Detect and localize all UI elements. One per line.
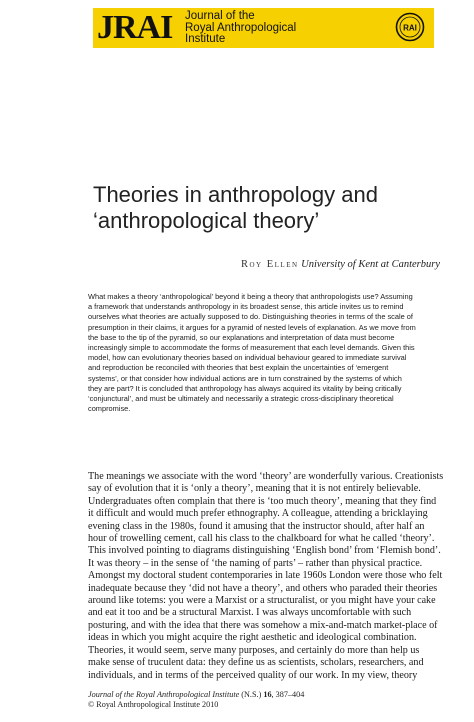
body-line: posturing, and with the idea that there was somehow a mix-and-match market-place of xyxy=(88,619,438,631)
body-line: inadequate because they ‘did not have a theory’, and others who paraded their theories xyxy=(88,582,438,594)
body-line: say of evolution that it is ‘only a theory’, meaning that it is not entirely believable. xyxy=(88,483,421,495)
copyright-line: © Royal Anthropological Institute 2010 xyxy=(88,700,219,709)
body-line: it difficult and would much prefer ethnography. A colleague, attending a bricklaying xyxy=(88,508,428,520)
abstract-line: increasingly simple to accommodate the forms of measurement that each level demands. Given this xyxy=(88,343,415,353)
body-line: This involved pointing to diagrams distinguishing ‘English bond’ from ‘Flemish bond’. xyxy=(88,545,441,557)
author-name: Roy Ellen xyxy=(241,259,299,270)
body-line: The meanings we associate with the word ‘theory’ are wonderfully various. Creationists xyxy=(88,471,444,482)
abstract-line: systems’, or that consider how individual actions are in turn constrained by the systems of which xyxy=(88,373,402,383)
abstract-line: they are part? It is concluded that anthropology has always acquired its vitality by being critically xyxy=(88,383,402,393)
abstract-line: model, how can evolutionary theories based on individual behaviour geared to immediate survival xyxy=(88,353,407,363)
abstract-line: a framework that understands anthropology in its broadest sense, this article invites us to remind xyxy=(88,302,404,312)
body-line: ideas in which you might acquire the right aesthetic and ideological combination. xyxy=(88,632,417,644)
citation-volume: 16 xyxy=(263,690,272,699)
body-line: It was theory – in the sense of ‘the naming of parts’ – rather than physical practice. xyxy=(88,557,423,569)
body-line: Undergraduates often complain that there is ‘too much theory’, meaning that they find xyxy=(88,495,437,507)
body-paragraph xyxy=(88,471,445,682)
journal-header-banner xyxy=(93,8,434,48)
journal-name-line-3: Institute xyxy=(185,33,226,45)
title-line-2: ‘anthropological theory’ xyxy=(93,208,320,233)
abstract-line: ‘conjunctural’, and must be ultimately and necessarily a strategic cross-disciplinary theoretical xyxy=(88,394,394,404)
body-line: individuals, and in terms of the perceived quality of our work. In my view, theory xyxy=(88,669,418,681)
abstract-line: What makes a theory ‘anthropological’ beyond it being a theory that anthropologists use? Assuming xyxy=(88,292,413,301)
body-line: hour of trowelling cement, call his class to the chalkboard for what he called ‘theory’. xyxy=(88,533,435,545)
abstract-line: compromise. xyxy=(88,404,131,414)
article-title xyxy=(93,182,453,234)
abstract xyxy=(88,292,438,414)
body-line: and eat it too and be a structural Marxist. I was always uncomfortable with such xyxy=(88,607,412,619)
journal-name xyxy=(185,11,375,46)
byline xyxy=(240,259,440,270)
abstract-line: presumption in their claims, it argues for a pyramid of nested levels of explanation. As we move from xyxy=(88,322,416,332)
abstract-line: the base to the tip of the pyramid, so our explanations and interpretation of data must become xyxy=(88,332,395,342)
body-line: evening class in the 1980s, found it amusing that the instructor should, after half an xyxy=(88,520,425,532)
journal-name-line-1: Journal of the xyxy=(185,10,255,22)
citation-pages: , 387–404 xyxy=(271,690,305,699)
citation-series: (N.S.) xyxy=(241,690,262,699)
citation-journal: Journal of the Royal Anthropological Institute xyxy=(88,690,240,699)
body-line: around like totems: you were a Marxist or a structuralist, or you might have your cake xyxy=(88,595,436,607)
journal-name-line-2: Royal Anthropological xyxy=(185,21,297,34)
abstract-line: and reproduction be reconciled with theories that best explain the uncertainties of ‘emergent xyxy=(88,363,389,373)
rai-seal-icon xyxy=(395,12,425,42)
seal-text: RAI xyxy=(403,23,417,33)
citation-line xyxy=(88,690,388,700)
jrai-logo: JRAI xyxy=(97,9,173,46)
abstract-line: ourselves what theories are actually supposed to do. Distinguishing theories in terms of the scale of xyxy=(88,312,413,322)
author-affiliation: University of Kent at Canterbury xyxy=(301,259,440,270)
body-line: make sense of truculent data: they define us as scientists, scholars, researchers, and xyxy=(88,657,424,669)
body-line: Theories, it would seem, serve many purposes, and certainly do more than help us xyxy=(88,644,420,656)
title-line-1: Theories in anthropology and xyxy=(93,182,378,207)
body-line: Amongst my doctoral student contemporaries in late 1960s London were those who felt xyxy=(88,570,443,582)
citation-footer xyxy=(88,690,388,710)
